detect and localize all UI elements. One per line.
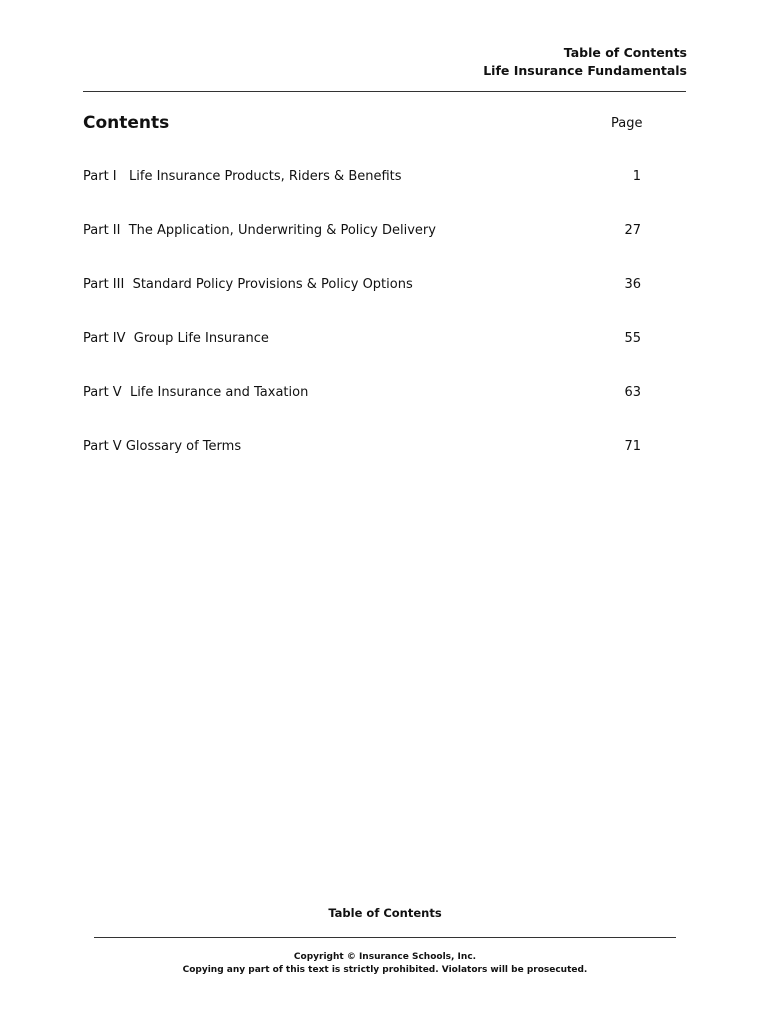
- toc-entry-page: 63: [624, 385, 641, 400]
- header-book-title: Life Insurance Fundamentals: [483, 63, 687, 78]
- toc-entry[interactable]: [83, 277, 643, 331]
- toc-entry-label: Part I Life Insurance Products, Riders & Benefits: [83, 169, 402, 184]
- header-section-title: Table of Contents: [563, 45, 687, 60]
- toc-entry[interactable]: [83, 439, 643, 493]
- footer-copyright-block: [0, 951, 770, 977]
- toc-entry-label: Part III Standard Policy Provisions & Policy Options: [83, 277, 413, 292]
- page-column-heading: Page: [611, 116, 643, 131]
- toc-entry-label: Part IV Group Life Insurance: [83, 331, 269, 346]
- toc-entry-label: Part II The Application, Underwriting & Policy Delivery: [83, 223, 436, 238]
- toc-entry-page: 27: [624, 223, 641, 238]
- copy-prohibition-notice: Copying any part of this text is strictly prohibited. Violators will be prosecuted.: [182, 965, 588, 975]
- toc-entry-page: 71: [624, 439, 641, 454]
- toc-entry[interactable]: [83, 385, 643, 439]
- toc-entry[interactable]: [83, 331, 643, 385]
- toc-entry-page: 36: [624, 277, 641, 292]
- footer-divider: [94, 937, 676, 938]
- running-header: [483, 44, 687, 80]
- toc-entry[interactable]: [83, 223, 643, 277]
- toc-entry-label: Part V Life Insurance and Taxation: [83, 385, 309, 400]
- copyright-line: Copyright © Insurance Schools, Inc.: [293, 952, 477, 962]
- toc-entry-page: 55: [624, 331, 641, 346]
- toc-entry[interactable]: [83, 169, 643, 223]
- toc-list: [83, 169, 643, 493]
- footer-title: Table of Contents: [328, 906, 442, 920]
- toc-entry-label: Part V Glossary of Terms: [83, 439, 242, 454]
- contents-title: Contents: [83, 113, 170, 133]
- toc-entry-page: 1: [632, 169, 641, 184]
- header-divider: [83, 91, 686, 92]
